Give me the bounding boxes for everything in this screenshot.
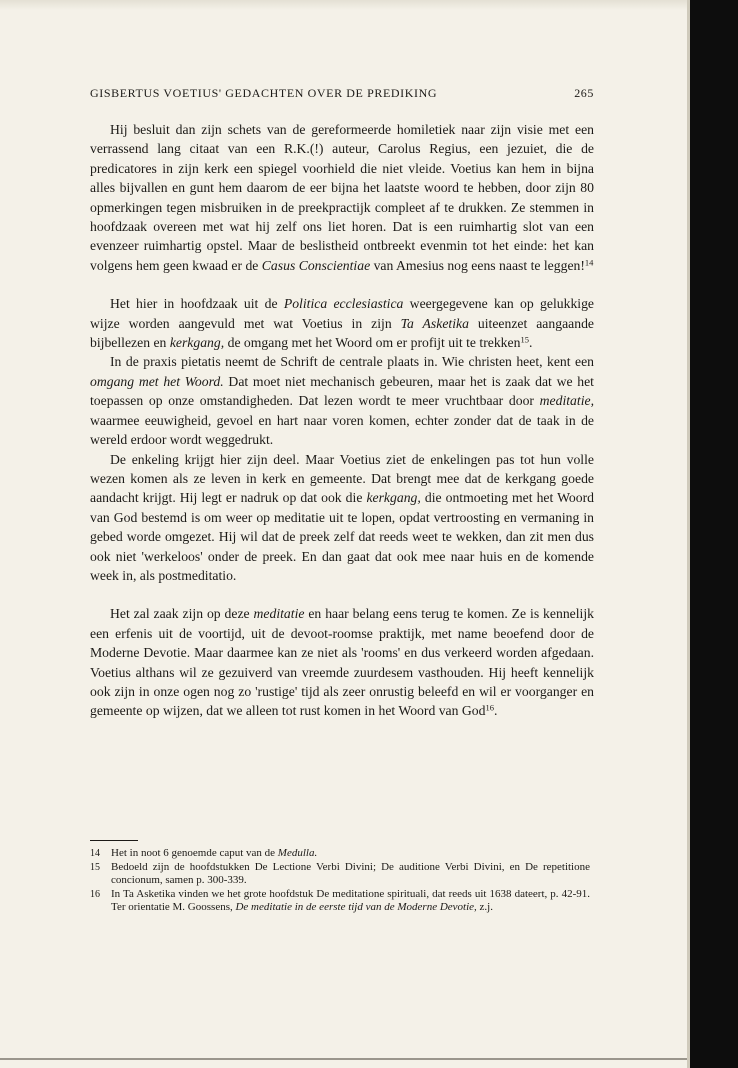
running-header (90, 86, 594, 104)
footnote-ref: 15 (520, 334, 529, 345)
footnote-text (111, 861, 590, 888)
top-shadow (0, 0, 690, 10)
footnote-ref: 14 (584, 257, 594, 268)
footnote-text (111, 847, 590, 861)
bottom-edge (0, 1058, 690, 1060)
italic-text: Medulla. (277, 847, 318, 859)
text-run: In Ta Asketika vinden we het grote hoofdstuk De meditatione spirituali, dat reeds uit 1638 dateert, p. 42-91. Ter orientatie M. Goossens, (111, 887, 590, 914)
italic-text: kerkgang, (366, 490, 421, 506)
paragraph (90, 120, 594, 275)
text-run: de omgang met het Woord om er profijt uit te trekken (224, 335, 521, 351)
italic-text: kerkgang, (169, 335, 225, 351)
italic-text: Politica ecclesiastica (283, 296, 404, 312)
text-run: Dat moet niet mechanisch gebeuren, maar het is zaak dat we het toepassen op onze omstandigheden. Dat lezen wordt te meer vruchtbaar door (90, 373, 594, 409)
text-run: . (493, 703, 498, 719)
text-run: Het in noot 6 genoemde caput van de (111, 847, 278, 859)
text-run: Bedoeld zijn de hoofdstukken De Lectione Verbi Divini; De auditione Verbi Divini, en De repetitione concionum, samen p. 300-339. (111, 860, 590, 887)
footnotes (90, 847, 590, 915)
footnote-text (111, 888, 590, 915)
text-run: De enkeling krijgt hier zijn deel. Maar Voetius ziet de enkelingen pas tot hun volle wezen komen als ze leven in kerk en gemeente. Dat brengt mee dat de kerkgang goede aandacht krijgt. Hij legt er nadruk op dat ook die (90, 451, 594, 506)
footnote (90, 861, 590, 888)
footnote-rule (90, 840, 138, 841)
footnote (90, 847, 590, 861)
text-run: Hij besluit dan zijn schets van de gereformeerde homiletiek naar zijn visie met een verrassend lang citaat van een R.K.(!) auteur, Carolus Regius, een jezuiet, die de predicatores in zijn kerk een spiegel voorhield die niet vleide. Voetius kan hem in bijna alles bijvallen en gunt hem daarom de eer bijna het laatste woord te hebben, door zijn 80 opmerkingen tegen misbruiken in de preekpractijk compleet af te drukken. Ze stemmen in hoofdzaak overeen met wat hij zelf ons liet horen. Dat is een ruimhartig slot van een evenzeer ruimhartig opstel. Maar de beslistheid ontbreekt evenmin tot het einde: het kan volgens hem geen kwaad er de (90, 122, 594, 273)
italic-text: Ta Asketika (400, 315, 469, 331)
text-run: waarmee eeuwigheid, gevoel en hart naar voren komen, echter zonder dat de taak in de wereld erdoor wordt weggedrukt. (90, 412, 594, 448)
text-run: z.j. (476, 901, 493, 914)
book-spine-shadow (690, 0, 738, 1068)
running-title: GISBERTUS VOETIUS' GEDACHTEN OVER DE PREDIKING (90, 86, 438, 100)
footnote-number: 16 (90, 888, 100, 900)
italic-text: omgang met het Woord. (90, 373, 224, 389)
paragraph (90, 604, 594, 720)
body-text (90, 120, 594, 721)
italic-text: De meditatie in de eerste tijd van de Moderne Devotie, (235, 901, 477, 914)
text-run: Het zal zaak zijn op deze (110, 606, 254, 622)
italic-text: meditatie (253, 606, 305, 622)
paragraph (90, 450, 594, 586)
text-run: en haar belang eens terug te komen. Ze is kennelijk een erfenis uit de voortijd, uit de devoot-roomse praktijk, met name beoefend door de Moderne Devotie. Maar daarmee kan ze niet als 'rooms' en dus verkeerd worden afgedaan. Voetius althans wil ze gezuiverd van vreemde zuurdesem vasthouden. Hij heeft kennelijk ook zijn in onze ogen nog zo 'rustige' tijd als zeer onrustig beleefd en wil er voorganger en gemeente op wijzen, dat we alleen tot rust komen in het Woord van God (90, 606, 594, 719)
text-run: uiteenzet aangaande bijbellezen en (90, 315, 594, 351)
italic-text: meditatie, (539, 393, 594, 409)
text-run: . (528, 335, 533, 351)
footnote-number: 15 (90, 861, 100, 873)
paragraph (90, 294, 594, 352)
footnote-ref: 16 (485, 702, 494, 713)
text-run: weergegevene kan op gelukkige wijze worden aangevuld met wat Voetius in zijn (90, 296, 595, 331)
text-run: van Amesius nog eens naast te leggen! (370, 257, 585, 273)
footnote-number: 14 (90, 848, 100, 859)
text-run: Het hier in hoofdzaak uit de (110, 296, 284, 312)
page-number: 265 (574, 86, 594, 100)
footnote (90, 888, 590, 915)
text-run: In de praxis pietatis neemt de Schrift de centrale plaats in. Wie christen heet, kent een (110, 354, 594, 370)
paragraph (90, 352, 594, 449)
italic-text: Casus Conscientiae (261, 257, 371, 273)
text-run: die ontmoeting met het Woord van God bestemd is om weer op meditatie uit te lopen, opdat vertroosting en vermaning in gebed worde omgezet. Hij wil dat de preek zelf dat reeds weet te wekken, dan zit men dus ook niet 'werkeloos' onder de preek. En dan gaat dat ook mee naar huis en de komende week in, als postmeditatio. (90, 490, 595, 583)
